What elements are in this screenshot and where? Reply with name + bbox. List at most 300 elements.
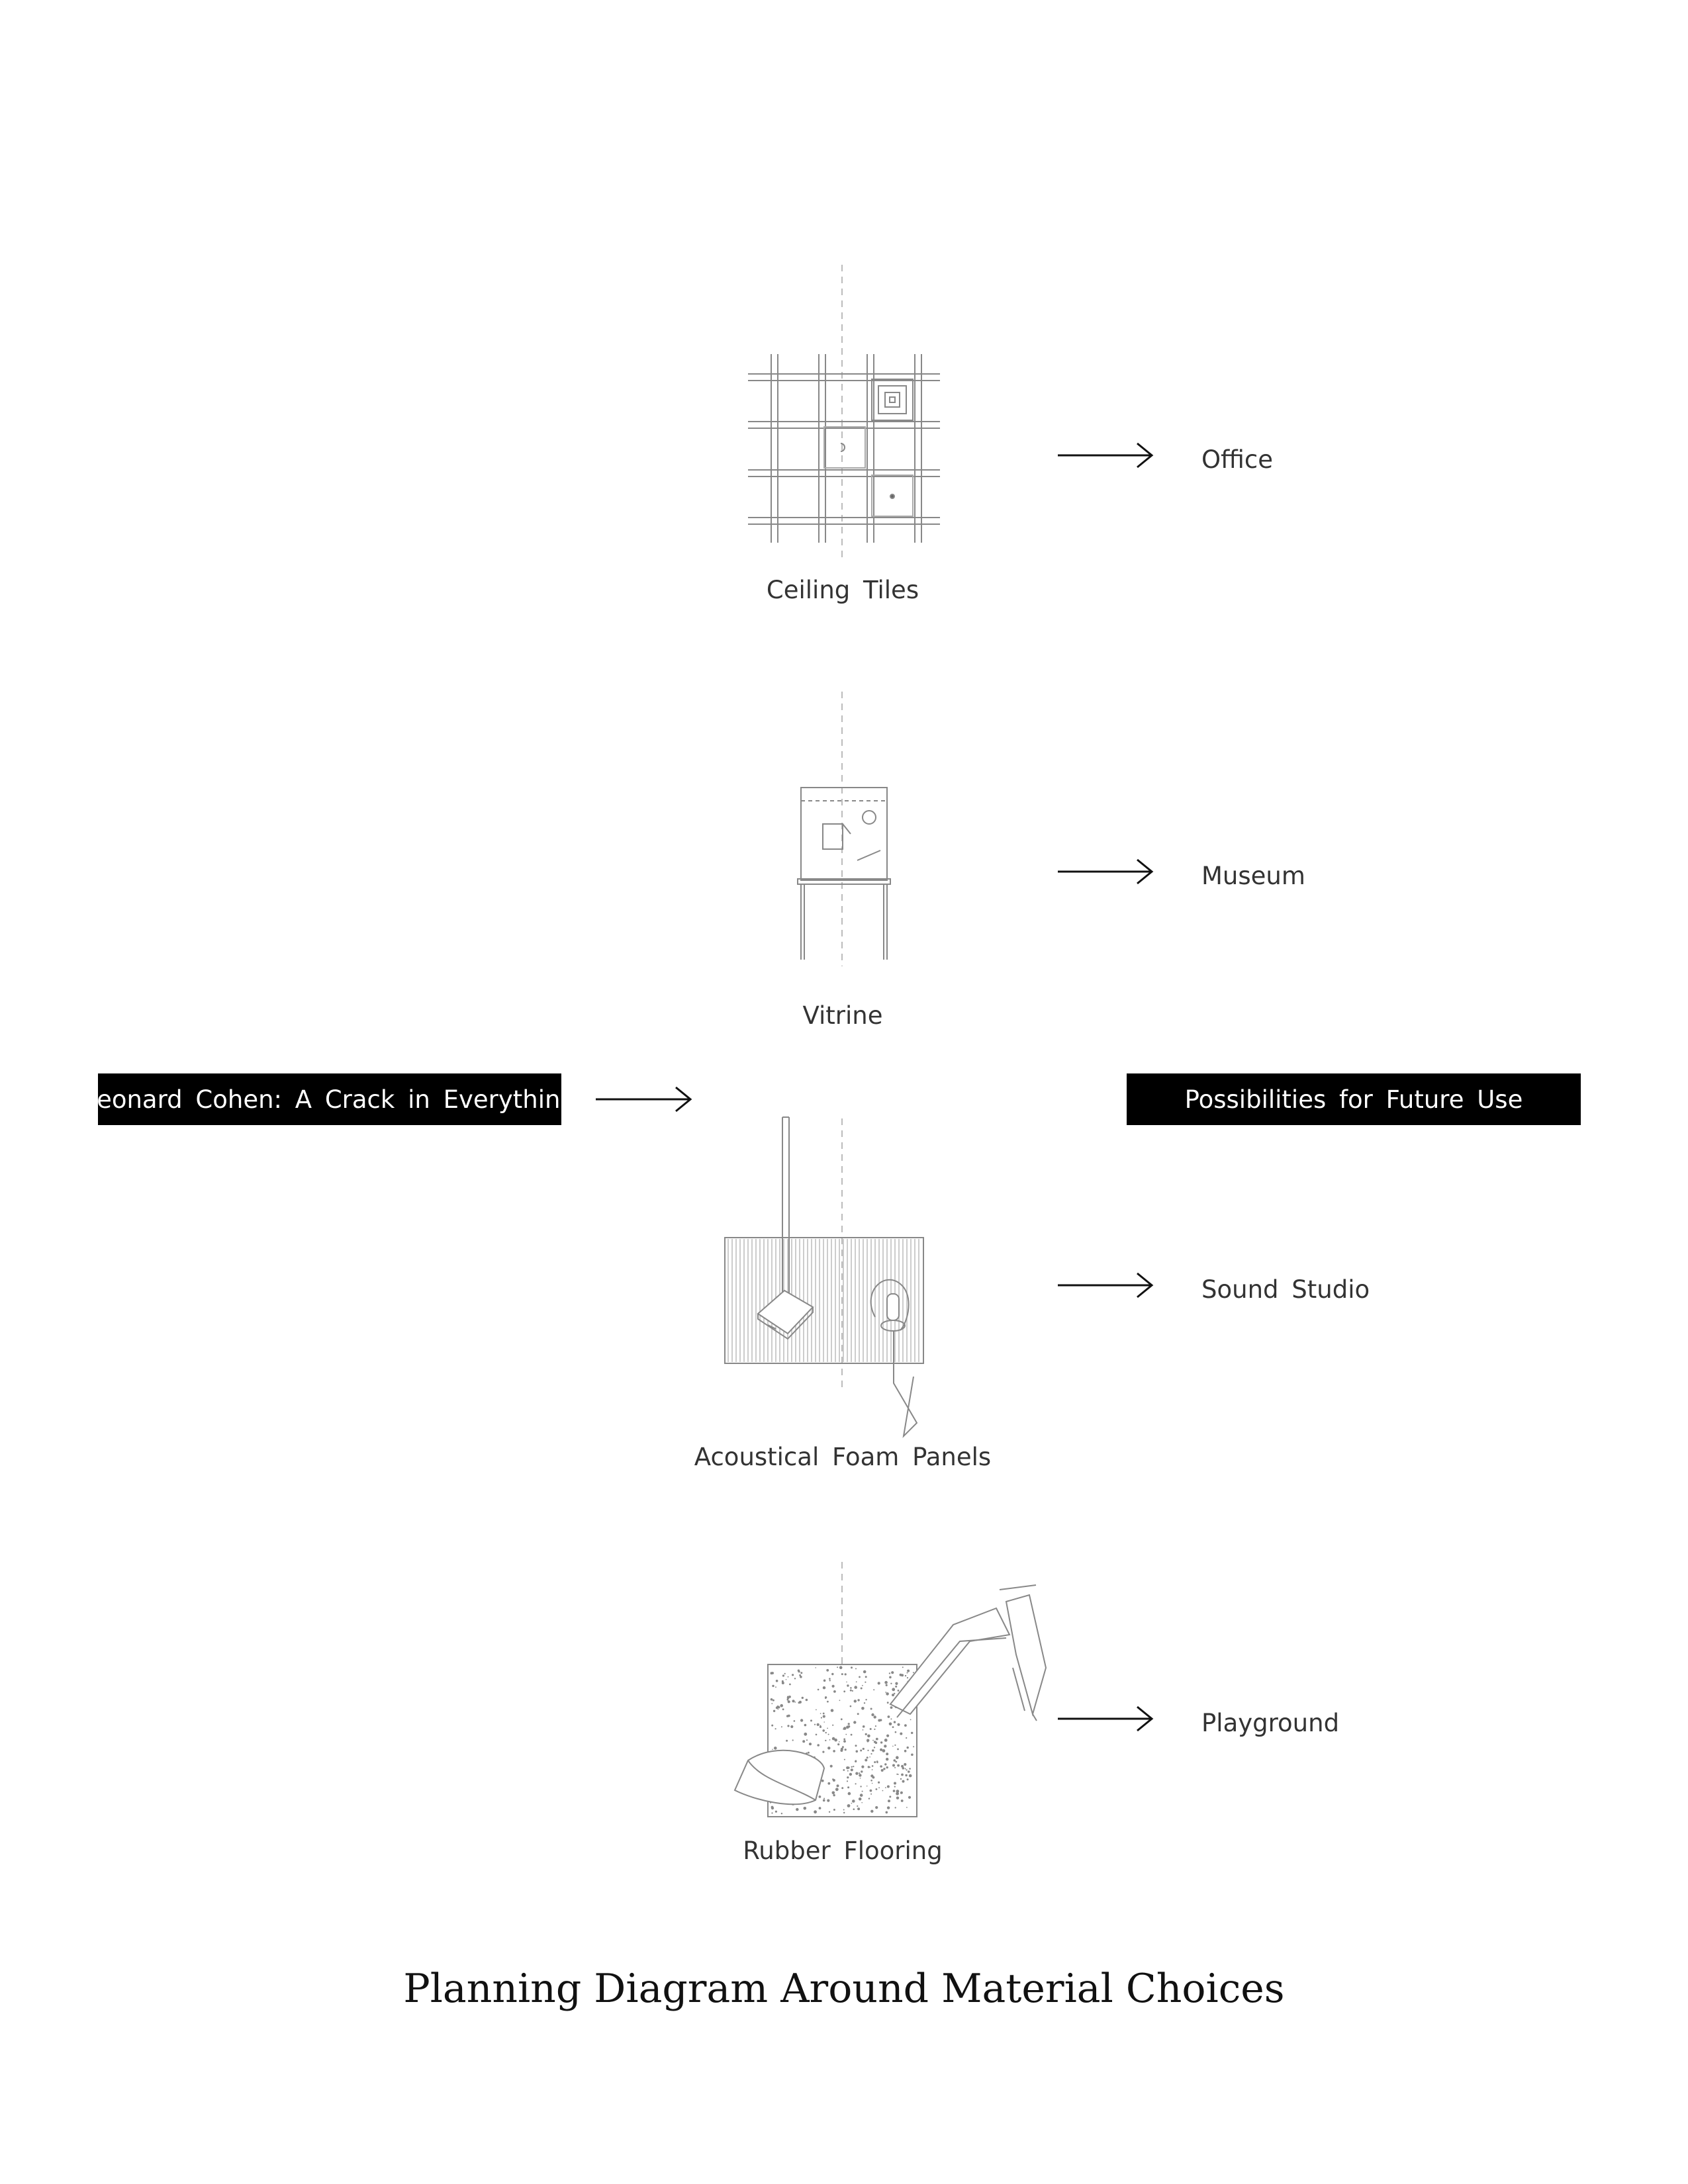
rubber-speckle	[848, 1723, 850, 1725]
rubber-speckle	[867, 1786, 868, 1787]
rubber-speckle	[789, 1684, 791, 1686]
rubber-speckle	[874, 1747, 875, 1748]
rubber-speckle	[841, 1718, 843, 1720]
rubber-speckle	[817, 1723, 820, 1726]
rubber-speckle	[852, 1799, 855, 1803]
rubber-speckle	[910, 1719, 912, 1721]
rubber-speckle	[913, 1672, 914, 1673]
rubber-speckle	[771, 1698, 773, 1701]
rubber-speckle	[806, 1699, 808, 1702]
rubber-speckle	[868, 1766, 870, 1768]
rubber-speckle	[890, 1706, 893, 1709]
rubber-speckle	[868, 1798, 870, 1799]
rubber-speckle	[907, 1672, 908, 1674]
rubber-speckle	[867, 1750, 868, 1751]
rubber-speckle	[847, 1776, 849, 1778]
rubber-speckle	[830, 1765, 833, 1768]
rubber-speckle	[800, 1672, 802, 1674]
rubber-speckle	[771, 1812, 773, 1813]
arrow-museum-icon	[1058, 860, 1152, 884]
rubber-speckle	[849, 1773, 852, 1776]
rubber-speckle	[901, 1765, 904, 1768]
rubber-speckle	[862, 1685, 863, 1686]
rubber-speckle	[884, 1745, 886, 1747]
rubber-speckle	[800, 1719, 803, 1721]
rubber-speckle	[865, 1682, 866, 1683]
rubber-speckle	[897, 1764, 900, 1767]
rubber-speckle	[870, 1774, 873, 1777]
rubber-speckle	[894, 1782, 896, 1785]
rubber-speckle	[894, 1767, 896, 1768]
rubber-speckle	[859, 1772, 860, 1774]
rubber-speckle	[782, 1708, 784, 1710]
rubber-speckle	[799, 1671, 800, 1672]
rubber-speckle	[817, 1744, 820, 1747]
rubber-speckle	[863, 1725, 865, 1728]
rubber-speckle	[889, 1676, 892, 1679]
rubber-speckle	[787, 1699, 789, 1701]
rubber-speckle	[784, 1673, 786, 1674]
rubber-speckle	[872, 1740, 874, 1741]
rubber-speckle	[786, 1715, 789, 1717]
rubber-speckle	[833, 1794, 835, 1796]
rubber-speckle	[872, 1765, 874, 1767]
rubber-speckle	[847, 1770, 849, 1772]
rubber-speckle	[855, 1772, 858, 1775]
rubber-speckle	[853, 1808, 855, 1810]
rubber-speckle	[860, 1786, 861, 1787]
rubber-speckle	[860, 1750, 862, 1752]
rubber-speckle	[842, 1746, 844, 1748]
rubber-speckle	[845, 1749, 847, 1751]
rubber-speckle	[850, 1706, 852, 1707]
arrow-sound-studio-icon	[1058, 1273, 1152, 1297]
rubber-speckle	[827, 1782, 830, 1785]
rubber-speckle	[904, 1763, 906, 1766]
rubber-speckle	[870, 1728, 872, 1730]
rubber-speckle	[771, 1725, 773, 1727]
future-use-banner	[1127, 1073, 1581, 1125]
rubber-speckle	[823, 1715, 825, 1717]
rubber-speckle	[884, 1739, 888, 1742]
rubber-speckle	[804, 1807, 807, 1810]
rubber-speckle	[913, 1746, 914, 1747]
rubber-speckle	[852, 1690, 853, 1692]
rubber-speckle	[909, 1768, 911, 1770]
rubber-speckle	[850, 1690, 852, 1692]
rubber-speckle	[775, 1811, 777, 1813]
rubber-speckle	[855, 1760, 857, 1761]
rubber-speckle	[854, 1700, 857, 1702]
rubber-speckle	[885, 1692, 886, 1693]
rubber-speckle	[851, 1734, 853, 1736]
rubber-speckle	[896, 1756, 899, 1759]
rubber-speckle	[902, 1666, 904, 1668]
use-label-office: Office	[1201, 445, 1274, 474]
rubber-speckle	[865, 1759, 867, 1762]
rubber-speckle	[823, 1713, 825, 1715]
rubber-speckle	[871, 1713, 874, 1716]
rubber-speckle	[816, 1734, 818, 1736]
rubber-speckle	[827, 1747, 830, 1749]
rubber-speckle	[901, 1674, 904, 1676]
rubber-speckle	[860, 1778, 861, 1779]
rubber-speckle	[861, 1688, 863, 1690]
rubber-speckle	[907, 1747, 909, 1749]
rubber-speckle	[889, 1723, 892, 1726]
rubber-speckle	[772, 1685, 774, 1687]
rubber-speckle	[888, 1799, 890, 1802]
rubber-speckle	[888, 1715, 890, 1718]
rubber-speckle	[857, 1807, 860, 1810]
rubber-speckle	[827, 1701, 829, 1703]
rubber-speckle	[771, 1807, 774, 1809]
rubber-speckle	[908, 1770, 910, 1773]
rubber-speckle	[781, 1813, 782, 1814]
arrow-source-icon	[596, 1087, 690, 1111]
rubber-speckle	[907, 1670, 910, 1672]
rubber-speckle	[821, 1717, 822, 1718]
rubber-speckle	[823, 1721, 825, 1723]
rubber-speckle	[820, 1713, 821, 1714]
rubber-speckle	[832, 1778, 834, 1780]
rubber-speckle	[873, 1689, 874, 1690]
rubber-speckle	[856, 1681, 857, 1682]
rubber-speckle	[792, 1739, 794, 1741]
use-label-sound-studio: Sound Studio	[1201, 1275, 1370, 1304]
vitrine-icon	[798, 788, 890, 960]
rubber-speckle	[874, 1761, 876, 1763]
rubber-speckle	[855, 1745, 857, 1747]
rubber-speckle	[904, 1750, 907, 1752]
rubber-speckle	[882, 1749, 886, 1752]
rubber-speckle	[892, 1746, 894, 1747]
rubber-speckle	[843, 1809, 845, 1811]
rubber-speckle	[835, 1788, 839, 1791]
rubber-speckle	[826, 1669, 829, 1672]
rubber-speckle	[829, 1678, 831, 1680]
rubber-speckle	[841, 1673, 843, 1675]
rubber-speckle	[794, 1702, 796, 1703]
rubber-speckle	[841, 1787, 843, 1789]
rubber-speckle	[843, 1740, 846, 1743]
rubber-speckle	[818, 1689, 820, 1691]
rubber-speckle	[895, 1761, 897, 1763]
rubber-speckle	[895, 1686, 897, 1688]
rubber-speckle	[862, 1791, 863, 1792]
rubber-speckle	[870, 1708, 872, 1710]
rubber-speckle	[788, 1676, 789, 1678]
rubber-speckle	[816, 1709, 817, 1711]
rubber-speckle	[861, 1770, 863, 1772]
rubber-speckle	[804, 1724, 807, 1727]
rubber-speckle	[781, 1726, 782, 1727]
rubber-speckle	[828, 1734, 829, 1735]
rubber-speckle	[886, 1811, 888, 1814]
rubber-speckle	[809, 1743, 812, 1745]
rubber-speckle	[886, 1735, 889, 1737]
rubber-speckle	[819, 1807, 821, 1809]
rubber-speckle	[905, 1675, 906, 1676]
rubber-speckle	[890, 1683, 892, 1684]
material-label-vitrine: Vitrine	[802, 1001, 883, 1030]
rubber-speckle	[839, 1741, 840, 1743]
rubber-speckle	[911, 1732, 913, 1734]
rubber-speckle	[863, 1748, 865, 1750]
rubber-speckle	[790, 1725, 793, 1728]
rubber-speckle	[900, 1778, 902, 1780]
rubber-speckle	[810, 1719, 812, 1721]
rubber-speckle	[884, 1681, 888, 1684]
rubber-speckle	[792, 1674, 794, 1676]
rubber-speckle	[794, 1678, 796, 1679]
rubber-speckle	[777, 1706, 779, 1707]
rubber-speckle	[882, 1790, 884, 1792]
rubber-speckle	[905, 1774, 907, 1776]
rubber-speckle	[864, 1702, 865, 1704]
rubber-speckle	[825, 1696, 827, 1698]
rubber-speckle	[786, 1740, 788, 1742]
rubber-speckle	[904, 1724, 907, 1727]
rubber-speckle	[847, 1804, 851, 1807]
rubber-speckle	[782, 1680, 784, 1682]
rubber-speckle	[843, 1727, 847, 1730]
rubber-speckle	[885, 1787, 886, 1788]
rubber-speckle	[900, 1733, 902, 1735]
rubber-speckle	[880, 1719, 882, 1721]
rubber-speckle	[823, 1798, 825, 1799]
rubber-speckle	[808, 1752, 810, 1754]
rubber-speckle	[782, 1674, 784, 1676]
rubber-speckle	[887, 1806, 890, 1809]
rubber-speckle	[859, 1774, 861, 1776]
rubber-speckle	[878, 1682, 880, 1684]
rubber-speckle	[894, 1786, 896, 1788]
rubber-speckle	[832, 1685, 835, 1688]
rubber-speckle	[886, 1758, 888, 1760]
rubber-speckle	[804, 1733, 807, 1736]
rubber-speckle	[892, 1688, 895, 1691]
rubber-speckle	[834, 1739, 837, 1742]
future-use-label: Possibilities for Future Use	[1184, 1085, 1523, 1114]
rubber-speckle	[863, 1729, 864, 1731]
rubber-speckle	[896, 1774, 898, 1775]
rubber-speckle	[787, 1725, 789, 1727]
rubber-speckle	[773, 1700, 774, 1702]
arrow-office-icon	[1058, 443, 1152, 467]
rubber-speckle	[865, 1699, 867, 1700]
rubber-speckle	[823, 1799, 825, 1802]
rubber-speckle	[867, 1756, 868, 1758]
rubber-speckle	[898, 1774, 899, 1775]
rubber-speckle	[897, 1749, 899, 1751]
rubber-speckle	[876, 1738, 878, 1741]
rubber-speckle	[867, 1735, 870, 1738]
rubber-speckle	[855, 1783, 857, 1784]
rubber-speckle	[845, 1673, 847, 1675]
flow-arrows	[596, 443, 1152, 1731]
material-label-rubber-flooring: Rubber Flooring	[743, 1837, 943, 1865]
rubber-speckle	[776, 1680, 778, 1682]
use-label-museum: Museum	[1201, 862, 1305, 890]
rubber-speckle	[829, 1739, 831, 1741]
rubber-speckle	[786, 1679, 787, 1680]
rubber-speckle	[880, 1741, 882, 1743]
rubber-speckle	[850, 1687, 852, 1689]
rubber-speckle	[875, 1725, 876, 1727]
rubber-speckle	[843, 1690, 845, 1692]
rubber-speckle	[832, 1792, 835, 1795]
rubber-speckle	[843, 1812, 845, 1813]
foam-panel-microphone-icon	[725, 1117, 923, 1436]
rubber-speckle	[833, 1750, 835, 1752]
rubber-speckle	[840, 1749, 843, 1752]
rubber-speckle	[823, 1680, 826, 1682]
material-label-acoustical-foam-panels: Acoustical Foam Panels	[694, 1443, 992, 1471]
rubber-speckle	[825, 1740, 826, 1741]
rubber-speckle	[894, 1745, 896, 1746]
rubber-speckle	[843, 1769, 845, 1771]
rubber-speckle	[900, 1792, 903, 1794]
rubber-speckle	[857, 1805, 858, 1807]
rubber-speckle	[869, 1756, 870, 1758]
rubber-speckle	[870, 1780, 872, 1782]
rubber-speckle	[870, 1790, 872, 1792]
rubber-speckle	[875, 1806, 878, 1809]
rubber-speckle	[802, 1740, 805, 1743]
rubber-speckle	[886, 1692, 889, 1696]
rubber-speckle	[897, 1723, 900, 1726]
rubber-speckle	[846, 1766, 849, 1769]
rubber-speckle	[896, 1790, 900, 1793]
diagram-title: Planning Diagram Around Material Choices	[403, 1966, 1285, 2012]
rubber-speckle	[876, 1760, 878, 1762]
rubber-speckle	[775, 1686, 776, 1688]
rubber-speckle	[892, 1764, 895, 1767]
rubber-speckle	[775, 1728, 776, 1729]
rubber-speckle	[887, 1786, 890, 1788]
rubber-speckle	[886, 1766, 888, 1768]
rubber-speckle	[831, 1709, 834, 1712]
rubber-speckle	[851, 1766, 853, 1768]
rubber-speckle	[883, 1768, 885, 1770]
rubber-speckle	[906, 1807, 908, 1808]
rubber-speckle	[907, 1778, 909, 1780]
rubber-speckle	[815, 1667, 816, 1668]
rubber-speckle	[822, 1751, 824, 1753]
rubber-speckle	[843, 1739, 845, 1741]
rubber-speckle	[860, 1794, 863, 1797]
rubber-speckle	[896, 1797, 899, 1799]
rubber-speckle	[865, 1676, 867, 1678]
material-label-ceiling-tiles: Ceiling Tiles	[766, 576, 919, 604]
rubber-speckle	[846, 1725, 849, 1729]
arrow-playground-icon	[1058, 1707, 1152, 1731]
rubber-speckle	[837, 1784, 839, 1787]
rubber-speckle	[827, 1728, 828, 1729]
rubber-speckle	[844, 1759, 845, 1760]
rubber-speckle	[878, 1787, 880, 1788]
rubber-speckle	[894, 1759, 896, 1762]
rubber-speckle	[857, 1713, 859, 1715]
rubber-speckle	[859, 1676, 861, 1678]
rubber-speckle	[872, 1783, 873, 1784]
rubber-speckle	[865, 1733, 867, 1735]
rubber-speckle	[893, 1790, 896, 1792]
rubber-speckle	[891, 1671, 894, 1674]
rubber-speckle	[906, 1769, 908, 1770]
rubber-speckle	[788, 1700, 790, 1703]
rubber-speckle	[792, 1700, 794, 1702]
rubber-speckle	[851, 1768, 853, 1771]
rubber-speckle	[895, 1807, 896, 1808]
rubber-flooring-slide-icon	[735, 1585, 1046, 1817]
rubber-speckle	[856, 1751, 859, 1753]
rubber-speckle	[905, 1768, 906, 1770]
rubber-speckle	[837, 1743, 839, 1745]
rubber-speckle	[872, 1769, 873, 1770]
rubber-speckle	[839, 1700, 841, 1701]
rubber-speckle	[773, 1710, 775, 1712]
rubber-speckle	[855, 1668, 857, 1669]
rubber-speckle	[848, 1792, 851, 1796]
rubber-speckle	[832, 1725, 833, 1726]
rubber-speckle	[911, 1754, 914, 1756]
rubber-speckle	[901, 1774, 904, 1776]
ceiling-grid-icon	[748, 354, 940, 543]
rubber-speckle	[771, 1672, 774, 1674]
rubber-speckle	[872, 1749, 874, 1752]
rubber-speckle	[820, 1725, 821, 1726]
rubber-speckle	[774, 1747, 777, 1750]
rubber-speckle	[780, 1704, 783, 1707]
rubber-speckle	[814, 1724, 816, 1725]
rubber-speckle	[909, 1774, 912, 1778]
rubber-speckle	[870, 1810, 873, 1813]
rubber-speckle	[861, 1802, 863, 1803]
rubber-speckle	[829, 1811, 830, 1813]
rubber-speckle	[819, 1796, 821, 1798]
rubber-speckle	[895, 1731, 897, 1733]
rubber-speckle	[874, 1729, 875, 1730]
rubber-speckle	[851, 1666, 853, 1668]
rubber-speckle	[778, 1709, 779, 1710]
rubber-speckle	[822, 1729, 825, 1732]
rubber-speckle	[887, 1702, 889, 1704]
rubber-speckle	[901, 1799, 904, 1802]
rubber-speckle	[863, 1670, 867, 1674]
rubber-speckle	[853, 1721, 856, 1723]
rubber-speckle	[886, 1684, 888, 1686]
rubber-speckle	[874, 1715, 876, 1718]
rubber-speckle	[845, 1734, 847, 1735]
rubber-speckle	[829, 1680, 831, 1681]
rubber-speckle	[771, 1703, 773, 1704]
rubber-speckle	[857, 1699, 859, 1701]
rubber-speckle	[814, 1810, 817, 1813]
rubber-speckle	[833, 1690, 836, 1693]
rubber-speckle	[837, 1666, 838, 1668]
rubber-speckle	[859, 1797, 862, 1801]
rubber-speckle	[847, 1780, 848, 1782]
rubber-speckle	[772, 1749, 773, 1751]
rubber-speckle	[853, 1766, 854, 1767]
rubber-speckle	[890, 1718, 892, 1719]
rubber-speckle	[884, 1763, 886, 1765]
source-project-banner	[83, 1073, 576, 1125]
rubber-speckle	[898, 1690, 900, 1692]
rubber-speckle	[889, 1672, 890, 1674]
